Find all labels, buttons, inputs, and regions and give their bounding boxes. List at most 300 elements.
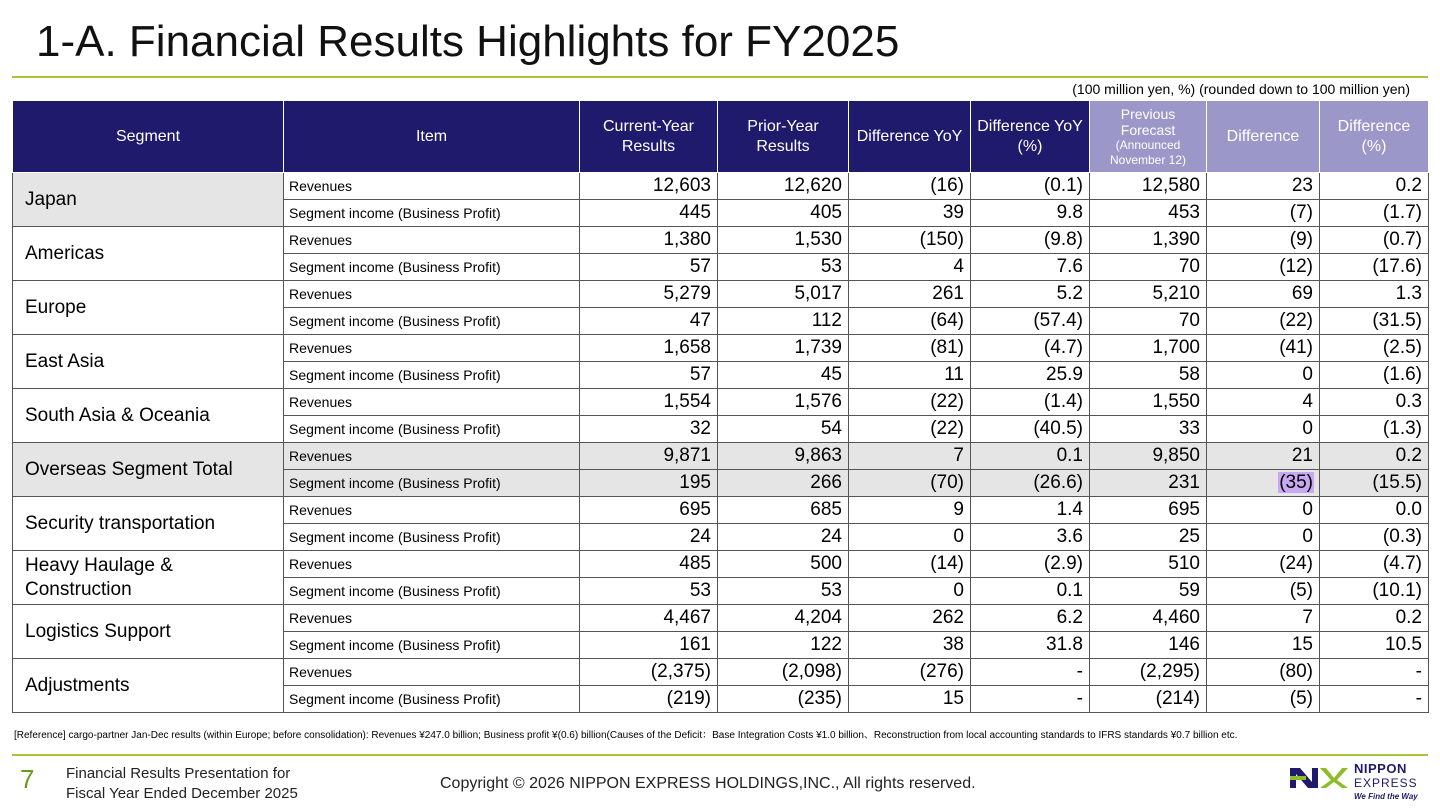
value-cell bbox=[718, 389, 849, 416]
value-text: 261 bbox=[932, 283, 964, 304]
value-text: 12,603 bbox=[652, 175, 711, 196]
value-text: 5.2 bbox=[1056, 283, 1083, 304]
item-label: Segment income (Business Profit) bbox=[284, 524, 580, 551]
value-cell bbox=[718, 632, 849, 659]
value-cell bbox=[971, 281, 1090, 308]
value-cell bbox=[718, 308, 849, 335]
segment-name: Japan bbox=[13, 173, 284, 227]
value-text: 25.9 bbox=[1046, 364, 1083, 385]
value-cell bbox=[580, 443, 718, 470]
value-text: (35) bbox=[1279, 472, 1313, 493]
value-text: (57.4) bbox=[1033, 310, 1083, 331]
value-text: 195 bbox=[679, 472, 711, 493]
value-cell bbox=[1207, 632, 1320, 659]
value-text: 0.2 bbox=[1395, 445, 1422, 466]
value-cell bbox=[580, 686, 718, 713]
value-cell bbox=[1207, 686, 1320, 713]
value-text: 70 bbox=[1178, 310, 1200, 331]
value-cell bbox=[1320, 659, 1429, 686]
value-text: (4.7) bbox=[1382, 553, 1422, 574]
value-cell bbox=[580, 659, 718, 686]
value-text: (1.6) bbox=[1382, 364, 1422, 385]
value-cell bbox=[580, 605, 718, 632]
value-text: - bbox=[1415, 661, 1422, 682]
value-text: 5,017 bbox=[794, 283, 842, 304]
value-cell bbox=[1090, 254, 1207, 281]
logo-tagline: We Find the Way bbox=[1354, 792, 1418, 801]
value-cell bbox=[849, 443, 971, 470]
value-text: (4.7) bbox=[1043, 337, 1083, 358]
header-diff-pct: Difference YoY (%) bbox=[971, 101, 1090, 173]
value-cell bbox=[849, 389, 971, 416]
value-cell bbox=[580, 632, 718, 659]
value-cell bbox=[849, 200, 971, 227]
value-text: (235) bbox=[797, 688, 842, 709]
reference-note: [Reference] cargo-partner Jan-Dec results (within Europe; before consolidation): Revenues ¥247.0 billion; Business profit ¥(0.6) billion(Causes of the Deficit：Base Integration Costs ¥1.0 billion、Reconstruction from local accounting standards to IFRS standards ¥0.7 billion etc. bbox=[14, 730, 1238, 741]
item-label: Revenues bbox=[284, 227, 580, 254]
value-cell bbox=[1207, 659, 1320, 686]
value-cell bbox=[718, 173, 849, 200]
value-text: 9,871 bbox=[663, 445, 711, 466]
value-text: 7 bbox=[953, 445, 964, 466]
table-row bbox=[13, 281, 1429, 308]
value-cell bbox=[1207, 173, 1320, 200]
value-text: 122 bbox=[810, 634, 842, 655]
company-logo bbox=[1290, 762, 1420, 804]
header-item: Item bbox=[284, 101, 580, 173]
value-text: 1,700 bbox=[1152, 337, 1200, 358]
segment-name: Overseas Segment Total bbox=[13, 443, 284, 497]
value-cell bbox=[1090, 578, 1207, 605]
item-label: Segment income (Business Profit) bbox=[284, 362, 580, 389]
value-cell bbox=[1090, 389, 1207, 416]
value-cell bbox=[1090, 227, 1207, 254]
value-text: 161 bbox=[679, 634, 711, 655]
value-text: (41) bbox=[1279, 337, 1313, 358]
item-label: Revenues bbox=[284, 335, 580, 362]
value-text: (64) bbox=[930, 310, 964, 331]
value-cell bbox=[1320, 416, 1429, 443]
value-cell bbox=[971, 389, 1090, 416]
value-cell bbox=[718, 605, 849, 632]
value-text: 21 bbox=[1291, 445, 1313, 466]
value-text: 1.4 bbox=[1056, 499, 1083, 520]
value-text: (150) bbox=[919, 229, 964, 250]
value-text: 9,863 bbox=[794, 445, 842, 466]
value-text: 0 bbox=[953, 526, 964, 547]
value-text: 57 bbox=[689, 256, 711, 277]
header-current: Current-Year Results bbox=[580, 101, 718, 173]
value-text: 0.0 bbox=[1395, 499, 1422, 520]
value-text: 47 bbox=[689, 310, 711, 331]
value-cell bbox=[1320, 335, 1429, 362]
value-cell bbox=[971, 227, 1090, 254]
value-cell bbox=[580, 200, 718, 227]
value-text: 5,210 bbox=[1152, 283, 1200, 304]
item-label: Segment income (Business Profit) bbox=[284, 308, 580, 335]
value-text: (70) bbox=[930, 472, 964, 493]
value-text: 23 bbox=[1291, 175, 1313, 196]
value-cell bbox=[971, 524, 1090, 551]
value-text: (22) bbox=[930, 418, 964, 439]
header-fc-diff-pct: Difference (%) bbox=[1320, 101, 1429, 173]
value-cell bbox=[1320, 173, 1429, 200]
value-text: 4,204 bbox=[794, 607, 842, 628]
table-row bbox=[13, 443, 1429, 470]
value-cell bbox=[718, 659, 849, 686]
value-cell bbox=[971, 497, 1090, 524]
value-cell bbox=[849, 281, 971, 308]
value-text: (2.9) bbox=[1043, 553, 1083, 574]
value-cell bbox=[1207, 200, 1320, 227]
value-cell bbox=[1090, 659, 1207, 686]
value-text: 38 bbox=[942, 634, 964, 655]
value-text: 12,580 bbox=[1141, 175, 1200, 196]
value-text: 15 bbox=[1291, 634, 1313, 655]
header-forecast-line1: Previous bbox=[1120, 105, 1176, 122]
value-text: (12) bbox=[1279, 256, 1313, 277]
value-cell bbox=[971, 470, 1090, 497]
segment-name: South Asia & Oceania bbox=[13, 389, 284, 443]
value-text: 5,279 bbox=[663, 283, 711, 304]
value-text: 39 bbox=[942, 202, 964, 223]
value-cell bbox=[580, 281, 718, 308]
value-cell bbox=[1207, 308, 1320, 335]
table-row bbox=[13, 605, 1429, 632]
value-cell bbox=[1320, 443, 1429, 470]
value-cell bbox=[1320, 389, 1429, 416]
value-text: (10.1) bbox=[1372, 580, 1422, 601]
value-cell bbox=[849, 416, 971, 443]
value-text: 0 bbox=[1302, 526, 1313, 547]
value-text: (5) bbox=[1289, 580, 1313, 601]
value-cell bbox=[1090, 335, 1207, 362]
value-cell bbox=[1320, 227, 1429, 254]
value-text: (5) bbox=[1289, 688, 1313, 709]
value-cell bbox=[1320, 254, 1429, 281]
segment-name: Europe bbox=[13, 281, 284, 335]
value-text: 405 bbox=[810, 202, 842, 223]
value-cell bbox=[718, 227, 849, 254]
value-text: 146 bbox=[1168, 634, 1200, 655]
value-text: (2,375) bbox=[650, 661, 711, 682]
value-text: 53 bbox=[689, 580, 711, 601]
value-text: (2,098) bbox=[781, 661, 842, 682]
value-cell bbox=[849, 308, 971, 335]
value-cell bbox=[971, 605, 1090, 632]
table-row bbox=[13, 173, 1429, 200]
financial-results-table bbox=[12, 100, 1429, 713]
value-text: 453 bbox=[1168, 202, 1200, 223]
value-text: 500 bbox=[810, 553, 842, 574]
value-cell bbox=[849, 605, 971, 632]
page-number: 7 bbox=[20, 764, 35, 794]
value-text: 0.3 bbox=[1395, 391, 1422, 412]
value-cell bbox=[849, 173, 971, 200]
value-text: 9,850 bbox=[1152, 445, 1200, 466]
value-text: (0.3) bbox=[1382, 526, 1422, 547]
table-row bbox=[13, 335, 1429, 362]
value-cell bbox=[580, 389, 718, 416]
value-cell bbox=[849, 551, 971, 578]
value-text: (276) bbox=[919, 661, 964, 682]
value-cell bbox=[971, 416, 1090, 443]
value-text: 32 bbox=[689, 418, 711, 439]
header-segment: Segment bbox=[13, 101, 284, 173]
value-cell bbox=[718, 281, 849, 308]
value-text: 0.2 bbox=[1395, 607, 1422, 628]
value-cell bbox=[971, 200, 1090, 227]
value-cell bbox=[1090, 362, 1207, 389]
value-cell bbox=[1207, 551, 1320, 578]
item-label: Revenues bbox=[284, 551, 580, 578]
value-cell bbox=[718, 335, 849, 362]
item-label: Segment income (Business Profit) bbox=[284, 200, 580, 227]
copyright: Copyright © 2026 NIPPON EXPRESS HOLDINGS,INC., All rights reserved. bbox=[440, 775, 976, 792]
value-cell bbox=[1320, 308, 1429, 335]
item-label: Segment income (Business Profit) bbox=[284, 416, 580, 443]
value-text: 0 bbox=[1302, 364, 1313, 385]
logo-name-line2: EXPRESS bbox=[1354, 776, 1418, 790]
item-label: Segment income (Business Profit) bbox=[284, 254, 580, 281]
value-cell bbox=[1090, 551, 1207, 578]
table-row bbox=[13, 227, 1429, 254]
title-divider bbox=[12, 76, 1428, 78]
value-cell bbox=[1320, 686, 1429, 713]
value-cell bbox=[580, 470, 718, 497]
value-cell bbox=[1090, 524, 1207, 551]
header-forecast-sub2: November 12) bbox=[1109, 152, 1187, 167]
value-cell bbox=[1090, 497, 1207, 524]
header-prior: Prior-Year Results bbox=[718, 101, 849, 173]
value-cell bbox=[1320, 605, 1429, 632]
value-cell bbox=[1090, 632, 1207, 659]
header-fc-diff: Difference bbox=[1207, 101, 1320, 173]
value-text: 231 bbox=[1168, 472, 1200, 493]
value-cell bbox=[1320, 497, 1429, 524]
value-text: (2.5) bbox=[1382, 337, 1422, 358]
nx-logo-icon bbox=[1290, 764, 1348, 790]
value-cell bbox=[1207, 524, 1320, 551]
value-text: 0.1 bbox=[1056, 580, 1083, 601]
value-cell bbox=[849, 632, 971, 659]
item-label: Segment income (Business Profit) bbox=[284, 632, 580, 659]
value-cell bbox=[1207, 227, 1320, 254]
footer-title bbox=[66, 764, 298, 804]
item-label: Revenues bbox=[284, 497, 580, 524]
value-cell bbox=[849, 362, 971, 389]
value-text: 7.6 bbox=[1056, 256, 1083, 277]
value-text: (2,295) bbox=[1139, 661, 1200, 682]
value-cell bbox=[971, 362, 1090, 389]
value-text: (14) bbox=[930, 553, 964, 574]
value-cell bbox=[718, 686, 849, 713]
value-cell bbox=[1090, 443, 1207, 470]
value-cell bbox=[1207, 281, 1320, 308]
value-text: 4 bbox=[1302, 391, 1313, 412]
value-text: 4,467 bbox=[663, 607, 711, 628]
header-forecast bbox=[1090, 101, 1207, 173]
value-text: (81) bbox=[930, 337, 964, 358]
value-text: - bbox=[1415, 688, 1422, 709]
value-cell bbox=[971, 659, 1090, 686]
value-text: (40.5) bbox=[1033, 418, 1083, 439]
value-cell bbox=[580, 335, 718, 362]
value-cell bbox=[1090, 173, 1207, 200]
value-cell bbox=[580, 416, 718, 443]
segment-name: East Asia bbox=[13, 335, 284, 389]
value-cell bbox=[849, 524, 971, 551]
value-text: 15 bbox=[942, 688, 964, 709]
value-cell bbox=[580, 578, 718, 605]
value-text: (214) bbox=[1155, 688, 1200, 709]
value-cell bbox=[1207, 605, 1320, 632]
segment-name: Security transportation bbox=[13, 497, 284, 551]
page-title: 1-A. Financial Results Highlights for FY2025 bbox=[36, 17, 900, 66]
segment-name: Adjustments bbox=[13, 659, 284, 713]
value-cell bbox=[580, 227, 718, 254]
value-cell bbox=[580, 524, 718, 551]
value-text: 510 bbox=[1168, 553, 1200, 574]
value-text: 0 bbox=[953, 580, 964, 601]
item-label: Revenues bbox=[284, 443, 580, 470]
value-cell bbox=[971, 551, 1090, 578]
value-cell bbox=[580, 254, 718, 281]
value-cell bbox=[1207, 254, 1320, 281]
value-text: 485 bbox=[679, 553, 711, 574]
value-cell bbox=[1090, 416, 1207, 443]
value-text: (1.4) bbox=[1043, 391, 1083, 412]
value-text: - bbox=[1076, 688, 1083, 709]
table-body bbox=[13, 173, 1429, 713]
value-cell bbox=[1320, 470, 1429, 497]
header-row bbox=[13, 101, 1429, 173]
value-text: 262 bbox=[932, 607, 964, 628]
value-text: 695 bbox=[679, 499, 711, 520]
value-cell bbox=[1090, 470, 1207, 497]
value-text: 7 bbox=[1302, 607, 1313, 628]
footer-title-line2: Fiscal Year Ended December 2025 bbox=[66, 785, 298, 802]
value-cell bbox=[1207, 416, 1320, 443]
value-cell bbox=[718, 416, 849, 443]
value-cell bbox=[580, 497, 718, 524]
item-label: Revenues bbox=[284, 605, 580, 632]
footer-divider bbox=[12, 754, 1428, 756]
value-text: 0 bbox=[1302, 499, 1313, 520]
item-label: Revenues bbox=[284, 281, 580, 308]
logo-name-line1: NIPPON bbox=[1354, 761, 1407, 776]
value-text: 69 bbox=[1291, 283, 1313, 304]
value-cell bbox=[718, 524, 849, 551]
value-cell bbox=[580, 173, 718, 200]
value-cell bbox=[718, 578, 849, 605]
value-text: 1.3 bbox=[1395, 283, 1422, 304]
value-text: (1.7) bbox=[1382, 202, 1422, 223]
table-row bbox=[13, 497, 1429, 524]
value-text: 0.2 bbox=[1395, 175, 1422, 196]
item-label: Segment income (Business Profit) bbox=[284, 578, 580, 605]
value-text: 112 bbox=[811, 310, 842, 331]
value-text: (7) bbox=[1289, 202, 1313, 223]
value-cell bbox=[580, 308, 718, 335]
value-text: 445 bbox=[679, 202, 711, 223]
item-label: Revenues bbox=[284, 173, 580, 200]
value-cell bbox=[1090, 200, 1207, 227]
value-text: (31.5) bbox=[1372, 310, 1422, 331]
value-cell bbox=[580, 551, 718, 578]
value-cell bbox=[1207, 497, 1320, 524]
value-text: (0.7) bbox=[1382, 229, 1422, 250]
value-cell bbox=[1320, 200, 1429, 227]
value-cell bbox=[849, 227, 971, 254]
value-text: (9) bbox=[1289, 229, 1313, 250]
value-cell bbox=[718, 254, 849, 281]
value-cell bbox=[971, 254, 1090, 281]
value-text: 1,576 bbox=[794, 391, 842, 412]
value-cell bbox=[971, 443, 1090, 470]
value-cell bbox=[1320, 281, 1429, 308]
table-row bbox=[13, 389, 1429, 416]
value-text: 54 bbox=[820, 418, 842, 439]
value-text: (0.1) bbox=[1043, 175, 1083, 196]
value-cell bbox=[718, 497, 849, 524]
value-text: 45 bbox=[820, 364, 842, 385]
value-cell bbox=[1207, 578, 1320, 605]
value-cell bbox=[849, 578, 971, 605]
value-cell bbox=[1090, 686, 1207, 713]
value-cell bbox=[718, 362, 849, 389]
value-text: 25 bbox=[1178, 526, 1200, 547]
value-text: (219) bbox=[666, 688, 711, 709]
value-cell bbox=[971, 308, 1090, 335]
value-text: (22) bbox=[930, 391, 964, 412]
value-text: 3.6 bbox=[1056, 526, 1083, 547]
value-cell bbox=[1090, 308, 1207, 335]
value-text: 57 bbox=[689, 364, 711, 385]
value-text: 4,460 bbox=[1152, 607, 1200, 628]
value-text: 4 bbox=[953, 256, 964, 277]
value-text: 1,390 bbox=[1152, 229, 1200, 250]
value-cell bbox=[971, 173, 1090, 200]
value-text: 58 bbox=[1178, 364, 1200, 385]
value-text: (26.6) bbox=[1033, 472, 1083, 493]
value-text: 53 bbox=[820, 580, 842, 601]
units-note: (100 million yen, %) (rounded down to 100 million yen) bbox=[1072, 81, 1410, 97]
value-cell bbox=[971, 578, 1090, 605]
value-text: 10.5 bbox=[1385, 634, 1422, 655]
value-text: 1,530 bbox=[794, 229, 842, 250]
value-text: 266 bbox=[810, 472, 842, 493]
value-text: 0 bbox=[1302, 418, 1313, 439]
value-cell bbox=[718, 470, 849, 497]
segment-name: Logistics Support bbox=[13, 605, 284, 659]
value-text: 6.2 bbox=[1056, 607, 1083, 628]
value-text: 53 bbox=[820, 256, 842, 277]
value-cell bbox=[1207, 362, 1320, 389]
value-cell bbox=[849, 497, 971, 524]
segment-name: Heavy Haulage & Construction bbox=[13, 551, 284, 605]
value-text: 31.8 bbox=[1046, 634, 1083, 655]
header-forecast-line2: Forecast bbox=[1120, 121, 1176, 138]
value-cell bbox=[1207, 389, 1320, 416]
value-cell bbox=[718, 551, 849, 578]
value-text: 1,554 bbox=[663, 391, 711, 412]
value-cell bbox=[1090, 281, 1207, 308]
value-cell bbox=[849, 659, 971, 686]
value-cell bbox=[1207, 443, 1320, 470]
item-label: Revenues bbox=[284, 659, 580, 686]
value-text: 695 bbox=[1168, 499, 1200, 520]
